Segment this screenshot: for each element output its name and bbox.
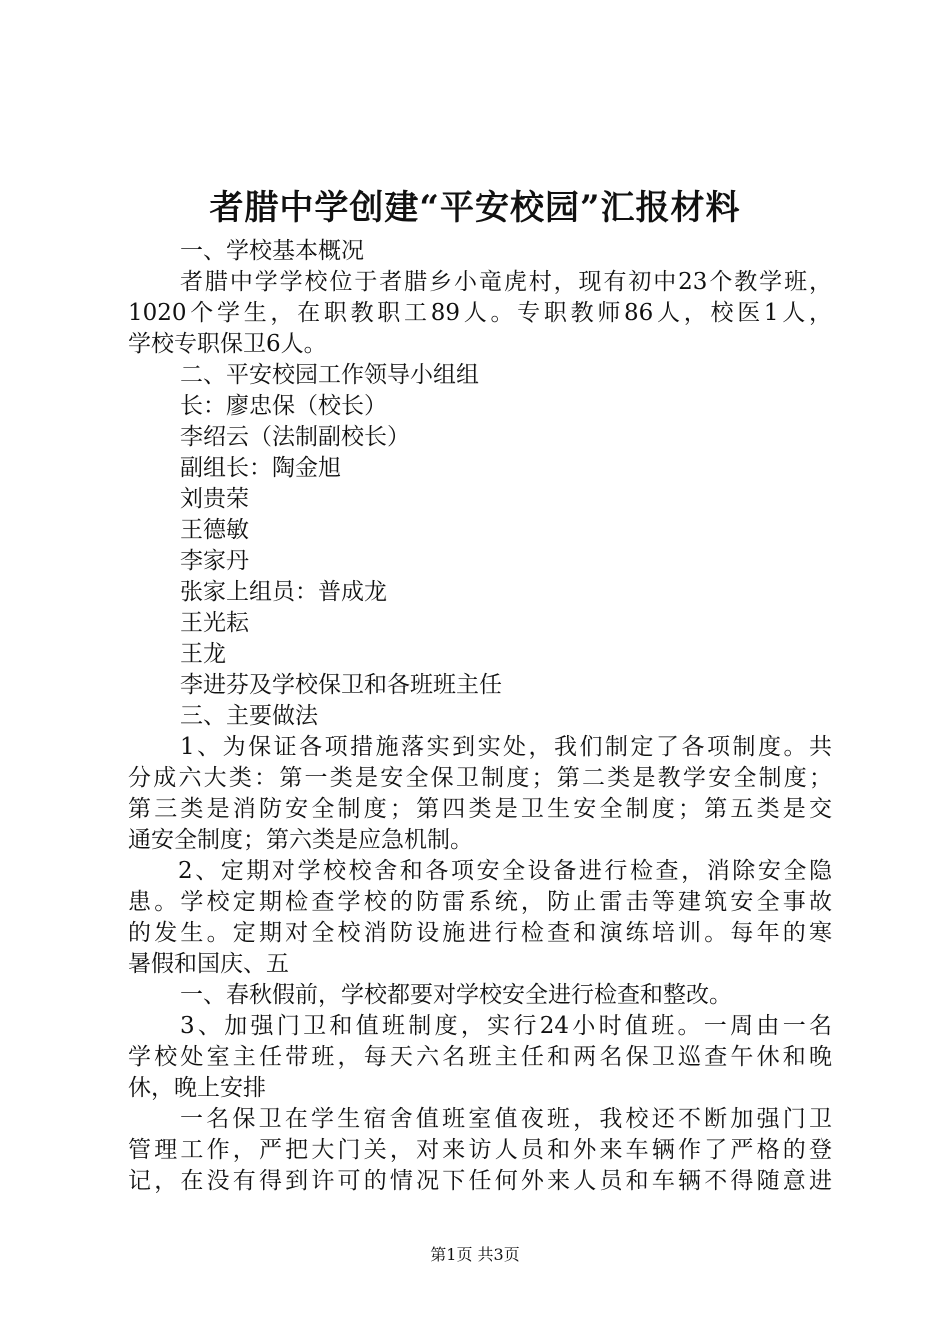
- paragraph-line: 学校处室主任带班，每天六名班主任和两名保卫巡查午休和晚: [128, 1044, 832, 1070]
- paragraph-line: 的发生。定期对全校消防设施进行检查和演练培训。每年的寒: [128, 920, 832, 946]
- paragraph-line: 刘贵荣: [180, 486, 249, 512]
- paragraph-line: 患。学校定期检查学校的防雷系统，防止雷击等建筑安全事故: [128, 889, 832, 915]
- paragraph-line: 长：廖忠保（校长）: [180, 393, 387, 419]
- paragraph-line: 暑假和国庆、五: [128, 951, 289, 977]
- paragraph-line: 休，晚上安排: [128, 1075, 266, 1101]
- paragraph-line: 李进芬及学校保卫和各班班主任: [180, 672, 502, 698]
- paragraph-line: 者腊中学学校位于者腊乡小竜虎村，现有初中23个教学班，: [180, 269, 832, 295]
- paragraph-line: 管理工作，严把大门关，对来访人员和外来车辆作了严格的登: [128, 1137, 832, 1163]
- paragraph-line: 王光耘: [180, 610, 249, 636]
- paragraph-line: 副组长：陶金旭: [180, 455, 341, 481]
- document-body: [128, 236, 832, 1197]
- paragraph-line: 1020个学生，在职教职工89人。专职教师86人，校医1人，: [128, 300, 832, 326]
- paragraph-line: 一、学校基本概况: [180, 238, 364, 264]
- paragraph-line: 通安全制度；第六类是应急机制。: [128, 827, 473, 853]
- paragraph-line: 第三类是消防安全制度；第四类是卫生安全制度；第五类是交: [128, 796, 832, 822]
- paragraph-line: 一名保卫在学生宿舍值班室值夜班，我校还不断加强门卫: [180, 1106, 832, 1132]
- paragraph-line: 学校专职保卫6人。: [128, 331, 327, 357]
- page-number-footer: 第1页 共3页: [430, 1245, 520, 1264]
- paragraph-line: 记，在没有得到许可的情况下任何外来人员和车辆不得随意进: [128, 1168, 832, 1194]
- paragraph-line: 一、春秋假前，学校都要对学校安全进行检查和整改。: [180, 982, 732, 1008]
- paragraph-line: 二、平安校园工作领导小组组: [180, 362, 479, 388]
- paragraph-line: 1、为保证各项措施落实到实处，我们制定了各项制度。共: [180, 734, 832, 760]
- paragraph-line: 王德敏: [180, 517, 249, 543]
- paragraph-line: 2、定期对学校校舍和各项安全设备进行检查，消除安全隐: [178, 858, 832, 884]
- paragraph-line: 李绍云（法制副校长）: [180, 424, 410, 450]
- paragraph-line: 李家丹: [180, 548, 249, 574]
- paragraph-line: 三、主要做法: [180, 703, 318, 729]
- document-title: 者腊中学创建“平安校园”汇报材料: [209, 188, 741, 228]
- paragraph-line: 王龙: [180, 641, 226, 667]
- paragraph-line: 分成六大类：第一类是安全保卫制度；第二类是教学安全制度；: [128, 765, 832, 791]
- paragraph-line: 张家上组员：普成龙: [180, 579, 387, 605]
- paragraph-line: 3、加强门卫和值班制度，实行24小时值班。一周由一名: [180, 1013, 832, 1039]
